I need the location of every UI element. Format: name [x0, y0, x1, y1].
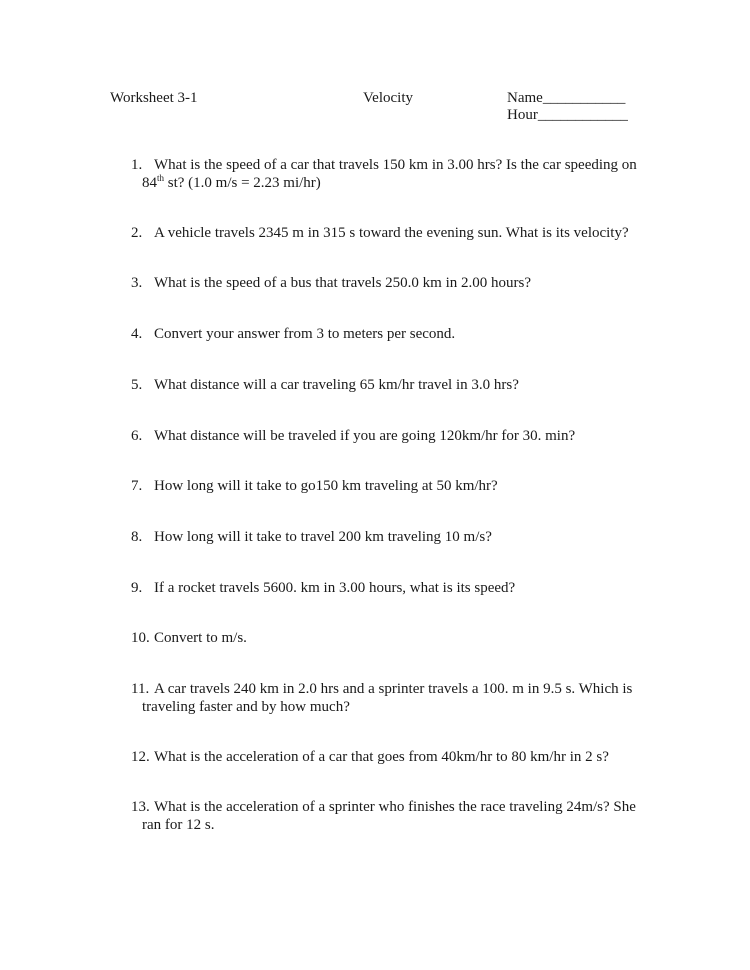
question-text: What distance will a car traveling 65 km/hr travel in 3.0 hrs?	[154, 377, 519, 393]
question-text	[131, 156, 641, 192]
question-text: What is the acceleration of a car that goes from 40km/hr to 80 km/hr in 2 s?	[154, 749, 609, 765]
question-text	[131, 680, 641, 716]
question-2	[131, 224, 641, 242]
question-12	[131, 748, 641, 766]
question-line: What is the acceleration of a sprinter who finishes the race traveling 24m/s? She	[154, 799, 636, 815]
street-number: 84	[142, 175, 157, 191]
question-11	[131, 680, 641, 716]
question-text: What is the speed of a bus that travels 250.0 km in 2.00 hours?	[154, 275, 532, 291]
question-line: A car travels 240 km in 2.0 hrs and a sprinter travels a 100. m in 9.5 s. Which is	[154, 681, 633, 697]
question-text	[131, 798, 641, 834]
question-line: What is the speed of a car that travels 150 km in 3.00 hrs? Is the car speeding on	[154, 157, 637, 173]
question-number: 9.	[131, 580, 143, 596]
question-number: 6.	[131, 428, 143, 444]
question-line-2: traveling faster and by how much?	[142, 699, 350, 715]
question-line-2	[142, 174, 641, 192]
question-number: 4.	[131, 326, 143, 342]
question-text: Convert your answer from 3 to meters per second.	[154, 326, 456, 342]
question-number: 3.	[131, 275, 143, 291]
question-7	[131, 477, 641, 495]
worksheet-title: Worksheet 3-1	[110, 90, 198, 106]
question-number: 1.	[131, 157, 143, 173]
question-line-2: ran for 12 s.	[142, 817, 215, 833]
question-3	[131, 274, 641, 292]
question-1	[131, 156, 641, 192]
question-text: How long will it take to travel 200 km traveling 10 m/s?	[154, 529, 492, 545]
question-line-2-rest: st? (1.0 m/s = 2.23 mi/hr)	[164, 175, 321, 191]
question-13	[131, 798, 641, 834]
question-number: 7.	[131, 478, 143, 494]
question-number: 5.	[131, 377, 143, 393]
question-number: 12.	[131, 749, 150, 765]
name-field: Name___________	[507, 90, 626, 106]
question-number: 2.	[131, 225, 143, 241]
question-6	[131, 427, 641, 445]
question-number: 11.	[131, 681, 150, 697]
question-number: 8.	[131, 529, 143, 545]
ordinal-suffix: th	[157, 173, 165, 183]
question-text: Convert to m/s.	[154, 630, 247, 646]
question-text: A vehicle travels 2345 m in 315 s toward the evening sun. What is its velocity?	[154, 225, 629, 241]
question-text: What distance will be traveled if you are going 120km/hr for 30. min?	[154, 428, 576, 444]
question-9	[131, 579, 641, 597]
question-8	[131, 528, 641, 546]
worksheet-topic: Velocity	[363, 90, 413, 106]
question-5	[131, 376, 641, 394]
question-number: 13.	[131, 799, 150, 815]
hour-field: Hour____________	[507, 107, 628, 123]
question-number: 10.	[131, 630, 150, 646]
question-text: If a rocket travels 5600. km in 3.00 hours, what is its speed?	[154, 580, 516, 596]
question-text: How long will it take to go150 km traveling at 50 km/hr?	[154, 478, 498, 494]
question-4	[131, 325, 641, 343]
question-10	[131, 629, 641, 647]
